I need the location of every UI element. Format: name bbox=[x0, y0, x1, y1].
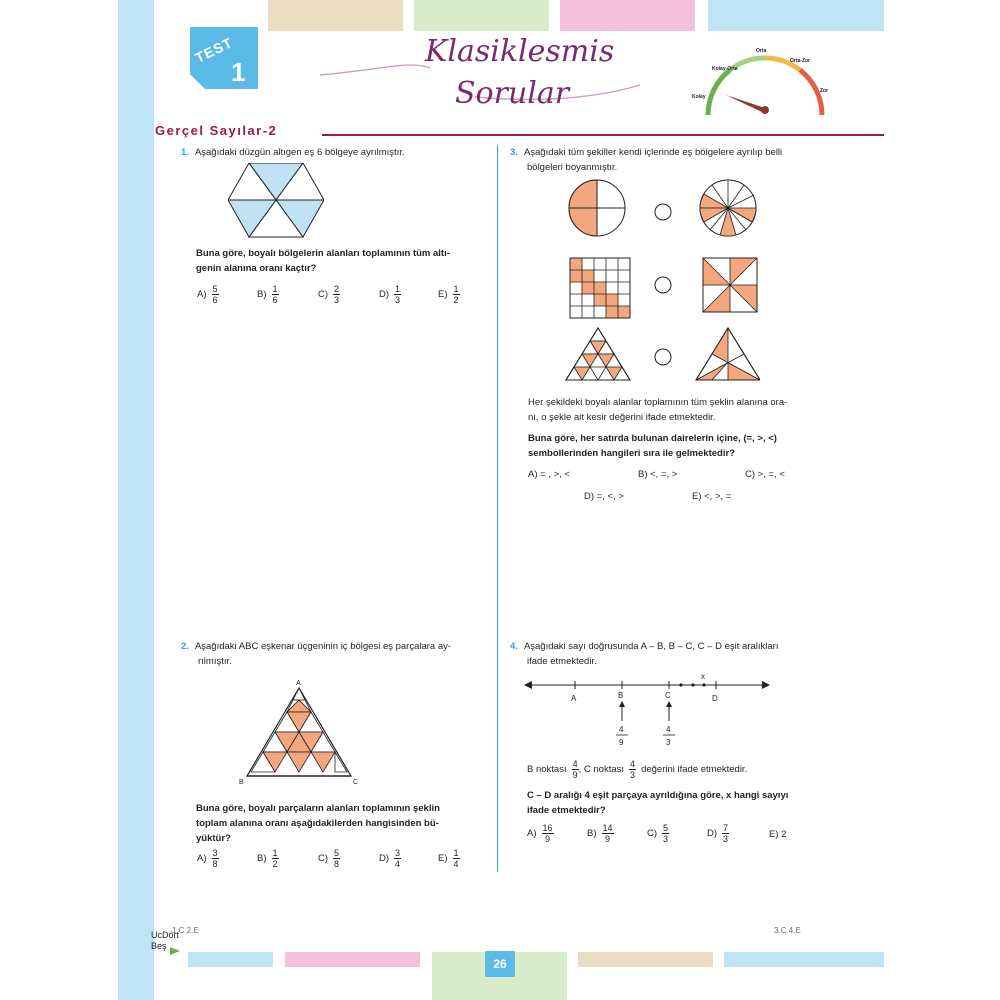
q4-info-b-fraction bbox=[572, 759, 579, 780]
point-c-label: C bbox=[665, 691, 671, 700]
option-label: A) bbox=[527, 828, 537, 839]
top-tab-green bbox=[414, 0, 549, 31]
option-fraction bbox=[333, 284, 340, 305]
denominator: 8 bbox=[334, 859, 340, 869]
denominator: 9 bbox=[545, 834, 551, 844]
numerator: 16 bbox=[542, 823, 553, 833]
denominator: 9 bbox=[572, 770, 578, 780]
section-underline bbox=[322, 134, 884, 136]
option-label: A) bbox=[197, 853, 207, 864]
answer-key-left: 1.C 2.E bbox=[172, 926, 199, 935]
q1-question bbox=[196, 246, 450, 276]
numerator: 7 bbox=[723, 823, 729, 833]
option-label: C) bbox=[318, 853, 329, 864]
q4-info-middle: , C noktası bbox=[578, 764, 625, 775]
top-tab-beige bbox=[268, 0, 403, 31]
q4-options bbox=[527, 823, 817, 849]
q1-prompt: Aşağıdaki düzgün altıgen eş 6 bölgeye ayrılmıştır. bbox=[194, 147, 405, 158]
q4-prompt-line-2: ifade etmektedir. bbox=[527, 656, 597, 667]
denominator: 8 bbox=[212, 859, 218, 869]
q2-option-b[interactable] bbox=[257, 848, 279, 869]
title-line-2: Sorular bbox=[455, 76, 570, 111]
option-fraction bbox=[453, 848, 460, 869]
option-label: B) bbox=[257, 289, 267, 300]
q2-question bbox=[196, 801, 486, 846]
top-tab-pink bbox=[560, 0, 695, 31]
test-number: 1 bbox=[231, 57, 246, 87]
numerator: 14 bbox=[602, 823, 613, 833]
option-label: B) bbox=[257, 853, 267, 864]
q3-quartered-circle bbox=[569, 180, 625, 236]
q2-text bbox=[181, 639, 451, 669]
q3-option-c[interactable]: C) >, =, < bbox=[745, 469, 785, 480]
gauge-label-2: Kolay-Orta bbox=[712, 66, 738, 72]
point-d-label: D bbox=[712, 694, 718, 703]
bottom-tab-blue-left bbox=[188, 952, 273, 967]
gauge-label-3: Orta bbox=[756, 48, 767, 54]
q1-option-a[interactable] bbox=[197, 284, 219, 305]
denominator: 2 bbox=[453, 295, 459, 305]
q4-question bbox=[527, 788, 788, 818]
q2-number: 2. bbox=[181, 641, 189, 652]
q4-info-c-fraction bbox=[629, 759, 636, 780]
q3-center-triangle bbox=[696, 328, 760, 380]
q3-sliced-circle bbox=[700, 180, 756, 236]
c-value-den: 3 bbox=[666, 738, 671, 747]
q2-option-a[interactable] bbox=[197, 848, 219, 869]
option-fraction bbox=[212, 848, 219, 869]
side-strip bbox=[118, 0, 154, 1000]
q3-info bbox=[528, 395, 787, 425]
q2-option-d[interactable] bbox=[379, 848, 401, 869]
vertex-b-label: B bbox=[239, 779, 244, 786]
q3-compare-circle-3[interactable] bbox=[655, 349, 671, 365]
q4-number: 4. bbox=[510, 641, 518, 652]
top-tab-blue bbox=[708, 0, 884, 31]
numerator: 1 bbox=[395, 284, 401, 294]
q2-question-line-1: Buna göre, boyalı parçaların alanları toplamının şeklin bbox=[196, 803, 440, 814]
point-a-label: A bbox=[571, 694, 577, 703]
numerator: 5 bbox=[334, 848, 340, 858]
difficulty-gauge bbox=[690, 40, 840, 120]
q1-number: 1. bbox=[181, 147, 189, 158]
q3-number: 3. bbox=[510, 147, 518, 158]
denominator: 3 bbox=[334, 295, 340, 305]
option-label: D) bbox=[379, 853, 390, 864]
q1-question-line-1: Buna göre, boyalı bölgelerin alanları toplamının tüm altı- bbox=[196, 248, 450, 259]
q4-info bbox=[527, 759, 747, 780]
q4-option-d[interactable] bbox=[707, 823, 729, 844]
numerator: 5 bbox=[663, 823, 669, 833]
q3-grid-square bbox=[570, 258, 630, 318]
q4-question-line-1: C – D aralığı 4 eşit parçaya ayrıldığına göre, x hangi sayıyı bbox=[527, 790, 789, 801]
numerator: 1 bbox=[453, 848, 459, 858]
q4-text bbox=[510, 639, 778, 669]
q3-divided-square bbox=[703, 258, 757, 312]
q3-text bbox=[510, 145, 782, 175]
option-label: D) bbox=[379, 289, 390, 300]
b-value-num: 4 bbox=[619, 725, 624, 734]
q3-small-triangle bbox=[566, 328, 630, 380]
q3-question-line-1: Buna göre, her satırda bulunan dairelerin içine, (=, >, <) bbox=[528, 433, 777, 444]
q3-question bbox=[528, 431, 777, 461]
denominator: 3 bbox=[663, 834, 669, 844]
q3-option-d[interactable]: D) =, <, > bbox=[584, 491, 624, 502]
gauge-label-4: Orta-Zor bbox=[790, 58, 810, 64]
q3-compare-circle-1[interactable] bbox=[655, 204, 671, 220]
numerator: 1 bbox=[272, 284, 278, 294]
title-line-1: Klasiklesmis bbox=[425, 34, 615, 69]
numerator: 1 bbox=[272, 848, 278, 858]
q3-prompt-line-1: Aşağıdaki tüm şekiller kendi içlerinde eş bölgelere ayrılıp belli bbox=[523, 147, 783, 158]
option-label: C) bbox=[318, 289, 329, 300]
section-title: Gerçel Sayılar-2 bbox=[155, 123, 278, 138]
q1-option-d[interactable] bbox=[379, 284, 401, 305]
q2-options bbox=[197, 848, 487, 874]
gauge-label-1: Kolay bbox=[692, 94, 706, 100]
q4-option-a[interactable] bbox=[527, 823, 554, 844]
q3-info-line-1: Her şekildeki boyalı alanlar toplamının tüm şeklin alanına ora- bbox=[528, 397, 788, 408]
q2-prompt-line-2: rılmıştır. bbox=[198, 656, 232, 667]
option-fraction bbox=[394, 284, 401, 305]
option-fraction bbox=[333, 848, 340, 869]
bottom-tab-beige bbox=[578, 952, 713, 967]
option-label: E) bbox=[438, 853, 448, 864]
option-fraction bbox=[212, 284, 219, 305]
q2-question-line-2: toplam alanına oranı aşağıdakilerden hangisinden bü- bbox=[196, 818, 439, 829]
q1-option-e[interactable] bbox=[438, 284, 460, 305]
q4-info-suffix: değerini ifade etmektedir. bbox=[641, 764, 748, 775]
numerator: 4 bbox=[572, 759, 578, 769]
denominator: 4 bbox=[453, 859, 459, 869]
option-label: E) bbox=[438, 289, 448, 300]
q3-option-a[interactable]: A) = , >, < bbox=[528, 469, 570, 480]
option-fraction bbox=[272, 284, 279, 305]
option-fraction bbox=[602, 823, 614, 844]
q3-prompt-line-2: bölgeleri boyanmıştır. bbox=[527, 162, 618, 173]
bottom-tab-pink bbox=[285, 952, 420, 967]
logo-arrow-icon bbox=[170, 947, 180, 955]
bottom-tab-blue-right bbox=[724, 952, 884, 967]
q2-triangle-figure bbox=[235, 676, 370, 790]
option-label: B) bbox=[587, 828, 597, 839]
publisher-logo-line-2: Beş bbox=[151, 941, 167, 951]
c-value-num: 4 bbox=[666, 725, 671, 734]
q3-compare-circle-2[interactable] bbox=[655, 277, 671, 293]
q4-info-prefix: B noktası bbox=[527, 764, 567, 775]
q1-option-c[interactable] bbox=[318, 284, 340, 305]
denominator: 4 bbox=[395, 859, 401, 869]
numerator: 5 bbox=[212, 284, 218, 294]
q1-option-b[interactable] bbox=[257, 284, 279, 305]
q2-option-e[interactable] bbox=[438, 848, 460, 869]
column-divider bbox=[497, 145, 498, 872]
option-fraction bbox=[722, 823, 729, 844]
q1-options bbox=[197, 284, 487, 310]
q3-figures bbox=[560, 177, 760, 387]
option-fraction bbox=[453, 284, 460, 305]
vertex-a-label: A bbox=[296, 680, 301, 687]
option-label: E) 2 bbox=[769, 829, 787, 840]
point-b-label: B bbox=[618, 691, 624, 700]
option-fraction bbox=[662, 823, 669, 844]
q1-text bbox=[181, 145, 405, 160]
q3-option-e[interactable]: E) <, >, = bbox=[692, 491, 732, 502]
option-fraction bbox=[272, 848, 279, 869]
q2-question-line-3: yüktür? bbox=[196, 833, 231, 844]
gauge-label-5: Zor bbox=[820, 88, 829, 94]
option-fraction bbox=[542, 823, 554, 844]
q3-option-b[interactable]: B) <, =, > bbox=[638, 469, 678, 480]
option-label: A) bbox=[197, 289, 207, 300]
denominator: 3 bbox=[723, 834, 729, 844]
page-number: 26 bbox=[485, 951, 515, 977]
answer-key-right: 3.C 4.E bbox=[774, 926, 801, 935]
test-label: TEST bbox=[192, 34, 236, 66]
q3-info-line-2: nı, o şekle ait kesir değerini ifade etmektedir. bbox=[528, 412, 716, 423]
numerator: 1 bbox=[453, 284, 459, 294]
point-x-label: x bbox=[701, 672, 705, 681]
b-value-den: 9 bbox=[619, 738, 624, 747]
numerator: 3 bbox=[395, 848, 401, 858]
q1-question-line-2: genin alanına oranı kaçtır? bbox=[196, 263, 317, 274]
denominator: 3 bbox=[395, 295, 401, 305]
q4-option-b[interactable] bbox=[587, 823, 614, 844]
vertex-c-label: C bbox=[353, 779, 359, 786]
q2-option-c[interactable] bbox=[318, 848, 340, 869]
denominator: 2 bbox=[272, 859, 278, 869]
q4-prompt-line-1: Aşağıdaki sayı doğrusunda A – B, B – C, C – D eşit aralıkları bbox=[523, 641, 779, 652]
q1-hexagon-figure bbox=[228, 163, 324, 239]
denominator: 9 bbox=[605, 834, 611, 844]
denominator: 3 bbox=[630, 770, 636, 780]
denominator: 6 bbox=[272, 295, 278, 305]
numerator: 3 bbox=[212, 848, 218, 858]
q4-number-line bbox=[524, 671, 774, 751]
publisher-logo-line-1: UcDört bbox=[151, 930, 180, 940]
numerator: 4 bbox=[630, 759, 636, 769]
q4-question-line-2: ifade etmektedir? bbox=[527, 805, 606, 816]
q4-option-e[interactable] bbox=[769, 829, 786, 840]
q3-question-line-2: sembollerinden hangileri sıra ile gelmektedir? bbox=[528, 448, 735, 459]
q2-prompt-line-1: Aşağıdaki ABC eşkenar üçgeninin iç bölgesi eş parçalara ay- bbox=[194, 641, 452, 652]
numerator: 2 bbox=[334, 284, 340, 294]
option-label: D) bbox=[707, 828, 718, 839]
q4-option-c[interactable] bbox=[647, 823, 669, 844]
denominator: 6 bbox=[212, 295, 218, 305]
option-label: C) bbox=[647, 828, 658, 839]
option-fraction bbox=[394, 848, 401, 869]
